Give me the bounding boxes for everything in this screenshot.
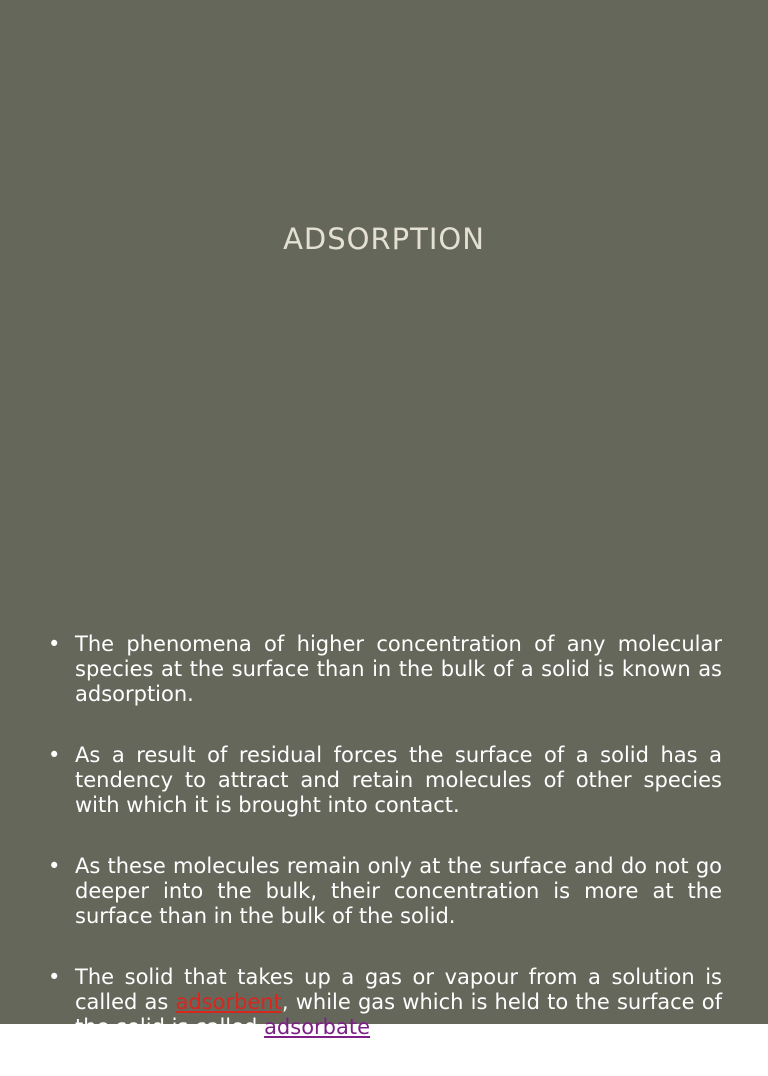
bullet-icon: •: [48, 854, 61, 878]
bullet-item: [0, 743, 768, 818]
bullet-text-middle: , while gas which is held to the surface of the solid is called: [75, 990, 722, 1039]
bullet-icon: •: [48, 743, 61, 767]
bullet-text: The phenomena of higher concentration of any molecular species at the surface than in the bulk of a solid is known as adsorption.: [75, 632, 722, 706]
term-adsorbate-link[interactable]: adsorbate: [264, 1015, 371, 1039]
page-title: ADSORPTION: [283, 222, 485, 256]
bullet-icon: •: [48, 632, 61, 656]
bullet-icon: •: [48, 965, 61, 989]
bullet-text: As a result of residual forces the surface of a solid has a tendency to attract and retain molecules of other species with which it is brought into contact.: [75, 743, 722, 817]
bullet-item: [0, 854, 768, 929]
bullet-item: [0, 632, 768, 707]
bullet-list: [0, 632, 768, 1076]
bullet-text-after: .: [370, 1015, 377, 1039]
bullet-text: As these molecules remain only at the surface and do not go deeper into the bulk, their concentration is more at the surface than in the bulk of the solid.: [75, 854, 722, 928]
slide-definition: [0, 610, 768, 1039]
bullet-text-before: The solid that takes up a gas or vapour from a solution is called as: [75, 965, 722, 1014]
bullet-item: [0, 965, 768, 1040]
term-adsorbent-link[interactable]: adsorbent: [175, 990, 282, 1014]
